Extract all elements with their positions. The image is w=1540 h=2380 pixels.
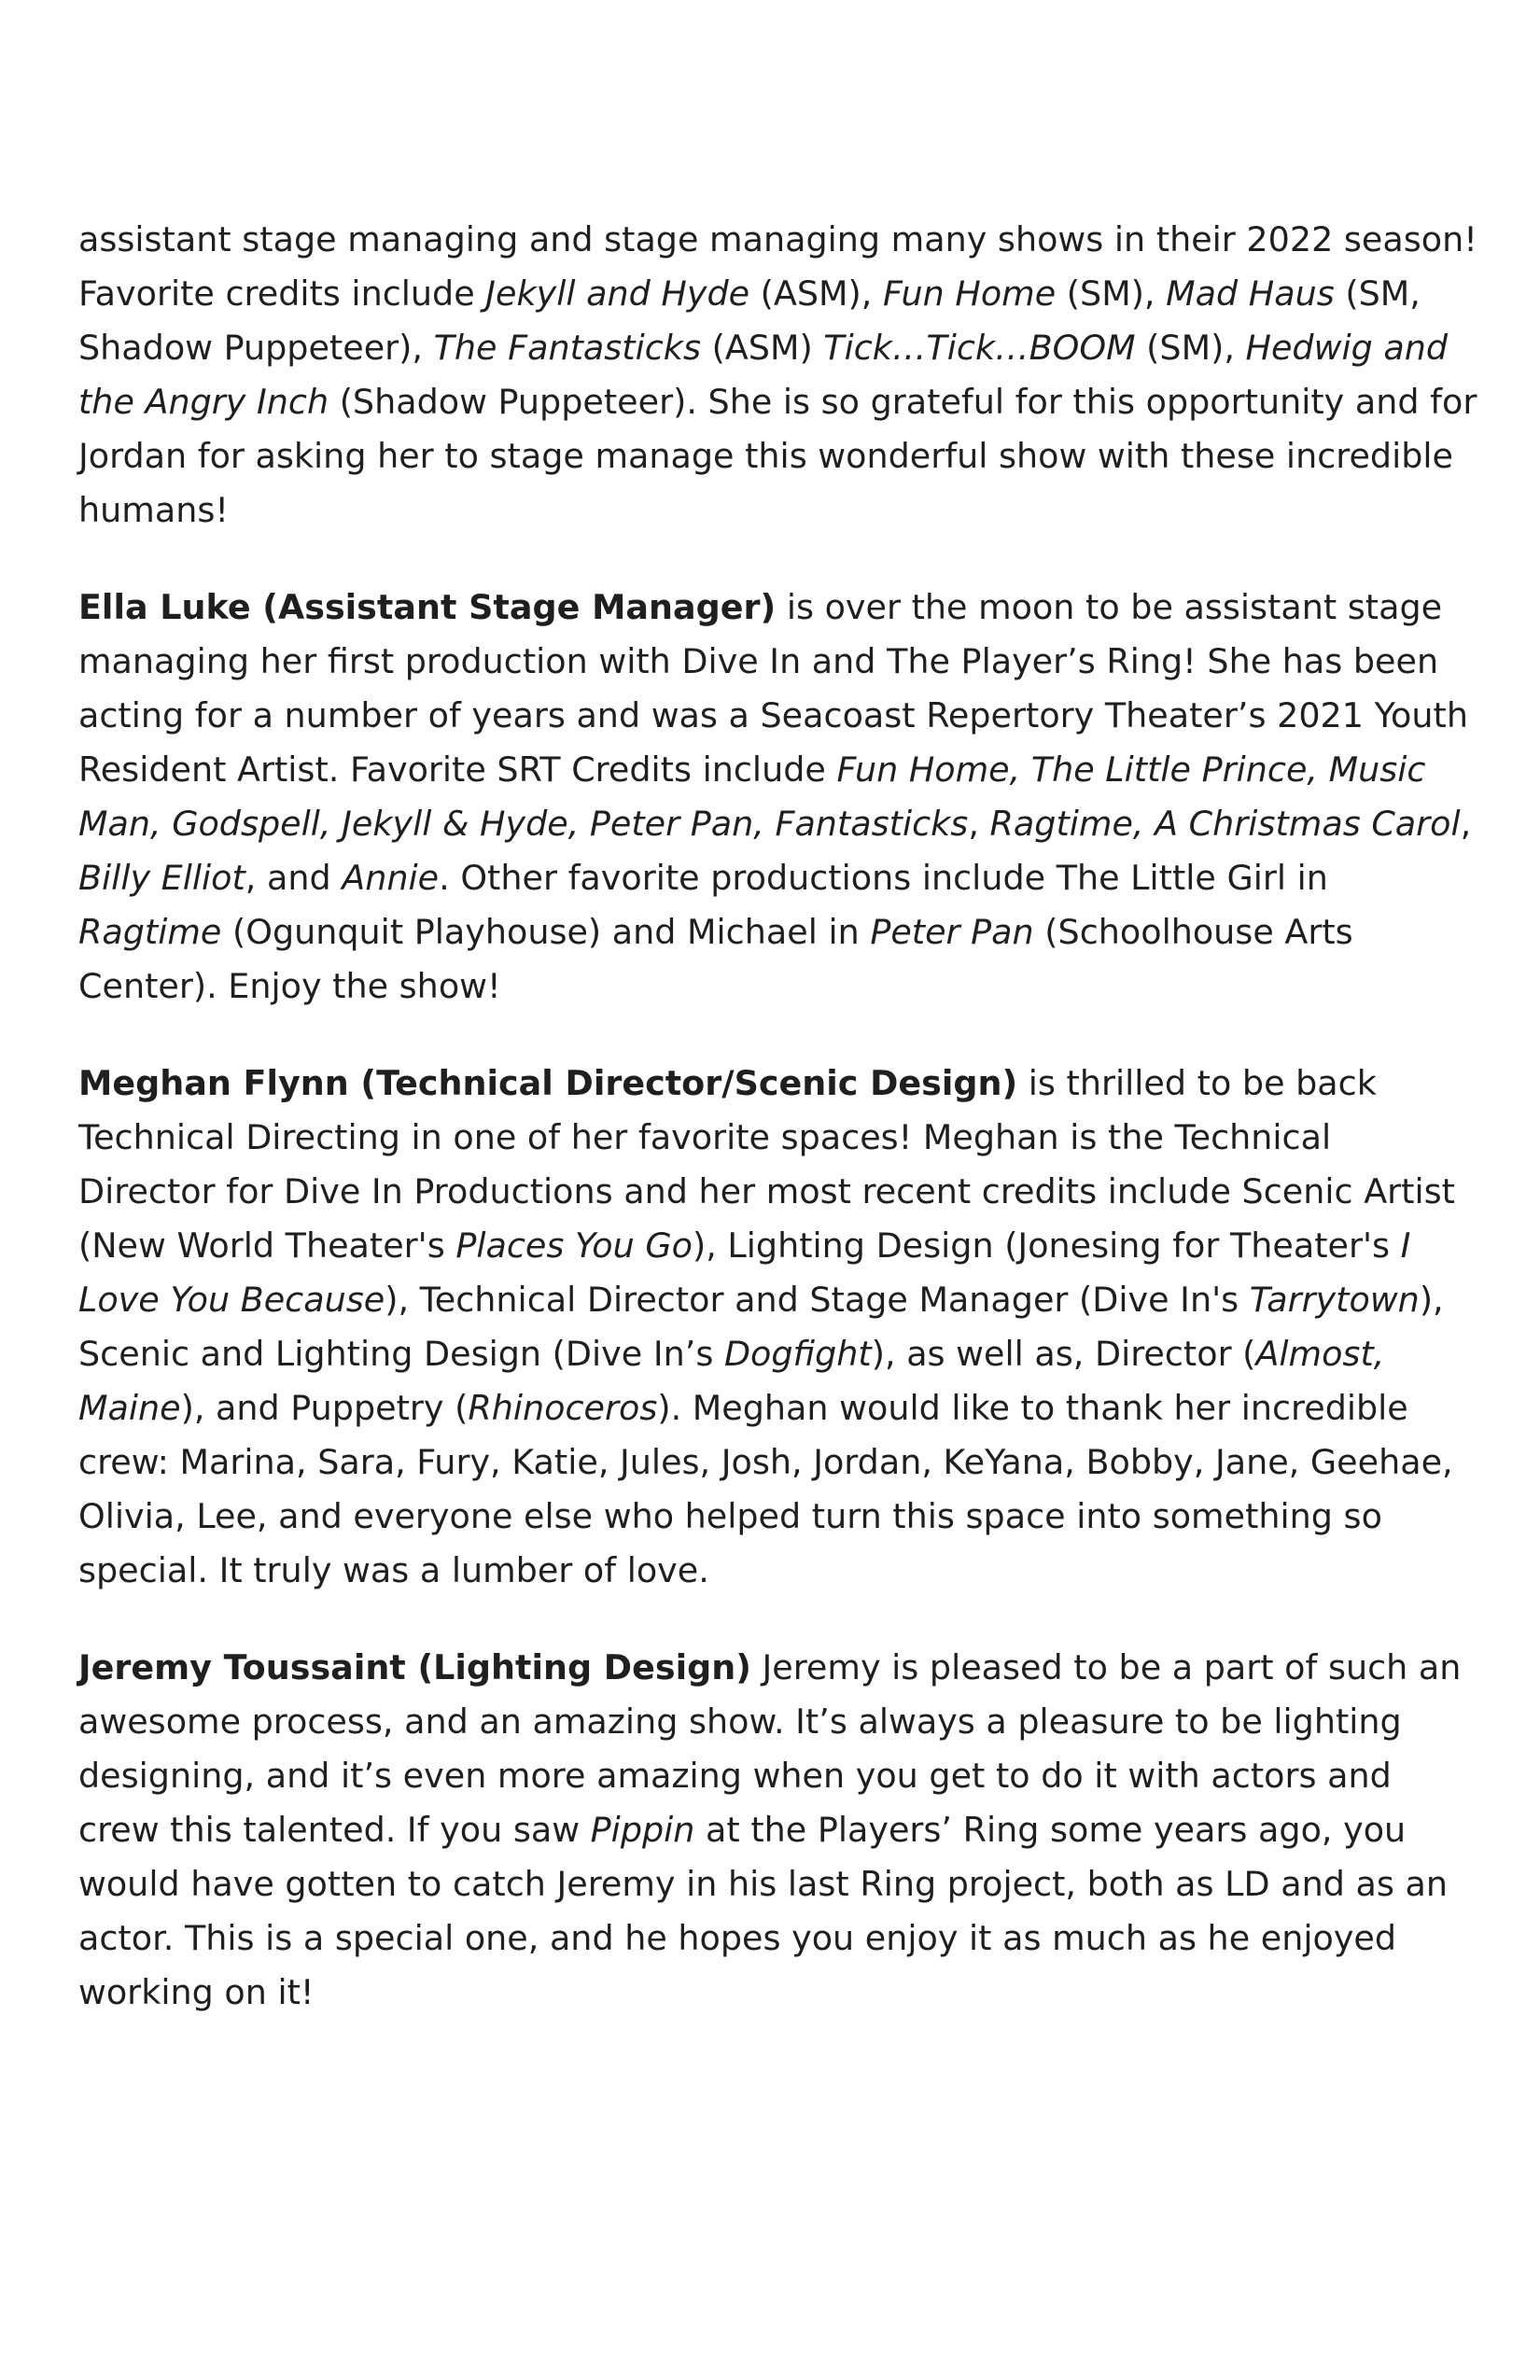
bio-text: . Other favorite productions include The Little Girl in — [439, 858, 1328, 898]
bio-text: ), as well as, Director ( — [871, 1334, 1256, 1374]
bio-text: , — [968, 804, 990, 844]
bio-text: (Shadow Puppeteer). She is so grateful for this opportunity and for Jordan for asking her to stage manage this wonderful show with these incredible humans! — [78, 382, 1477, 530]
credit-title: Ragtime — [78, 912, 222, 952]
bio-name: Meghan Flynn (Technical Director/Scenic Design) — [78, 1063, 1018, 1103]
bio-text: Jeremy is pleased to be a part of such an awesome process, and an amazing show. It’s always a pleasure to be lighting designing, and it’s even more amazing when you get to do it with actors and crew this talented. If you saw — [78, 1647, 1462, 1850]
bio-text: assistant stage managing and stage managing many shows in their 2022 season! Favorite credits include — [78, 219, 1477, 314]
credit-title: Pippin — [590, 1810, 695, 1850]
bio-paragraph-continued — [78, 213, 1478, 538]
bio-text: (Schoolhouse Arts Center). Enjoy the show! — [78, 912, 1353, 1006]
bio-text: ). Meghan would like to thank her incredible crew: Marina, Sara, Fury, Katie, Jules, Josh, Jordan, KeYana, Bobby, Jane, Geehae, Olivia, Lee, and everyone else who helped turn this space into something so special. It truly was a lumber of love. — [78, 1388, 1453, 1590]
bio-text: , and — [245, 858, 343, 898]
credit-title: The Fantasticks — [433, 328, 701, 368]
bio-text: (SM), — [1135, 328, 1246, 368]
bio-text: ), Lighting Design (Jonesing for Theater's — [692, 1225, 1401, 1266]
credit-title: Fun Home, The Little Prince, Music Man, Godspell, Jekyll & Hyde, Peter Pan, Fantasticks — [78, 749, 1426, 844]
credit-title: Jekyll and Hyde — [485, 273, 750, 314]
bio-text: ), Technical Director and Stage Manager (Dive In's — [385, 1280, 1250, 1320]
credit-title: Places You Go — [455, 1225, 693, 1266]
credit-title: Dogfight — [723, 1334, 872, 1374]
bio-text: , — [1460, 804, 1472, 844]
credit-title: Mad Haus — [1166, 273, 1335, 314]
bio-text: at the Players’ Ring some years ago, you would have gotten to catch Jeremy in his last Ring project, both as LD and as an actor. This is a special one, and he hopes you enjoy it as much as he enjoyed working on it! — [78, 1810, 1448, 2012]
credit-title: Hedwig and the Angry Inch — [78, 328, 1449, 422]
bio-text: (ASM), — [749, 273, 883, 314]
bio-paragraph-jeremy-toussaint — [78, 1641, 1478, 2020]
bio-text: is over the moon to be assistant stage managing her first production with Dive In and The Player’s Ring! She has been acting for a number of years and was a Seacoast Repertory Theater’s 2021 Youth Resident Artist. Favorite SRT Credits include — [78, 587, 1468, 790]
credit-title: Ragtime, A Christmas Carol — [989, 804, 1461, 844]
credit-title: Tarrytown — [1249, 1280, 1420, 1320]
bio-text: (SM), — [1056, 273, 1167, 314]
bio-name: Jeremy Toussaint (Lighting Design) — [78, 1647, 751, 1687]
credit-title: Peter Pan — [870, 912, 1034, 952]
bio-text: ), and Puppetry ( — [180, 1388, 469, 1428]
bio-name: Ella Luke (Assistant Stage Manager) — [78, 587, 777, 627]
credit-title: Fun Home — [883, 273, 1057, 314]
credit-title: Rhinoceros — [468, 1388, 658, 1428]
bio-text: (ASM) — [700, 328, 824, 368]
credit-title: Tick…Tick…BOOM — [823, 328, 1136, 368]
bio-paragraph-meghan-flynn — [78, 1057, 1478, 1598]
bio-text: ), Scenic and Lighting Design (Dive In’s — [78, 1280, 1444, 1374]
credit-title: Annie — [342, 858, 440, 898]
bio-page — [78, 213, 1478, 2063]
bio-paragraph-ella-luke — [78, 581, 1478, 1014]
bio-text: is thrilled to be back Technical Directing in one of her favorite spaces! Meghan is the Technical Director for Dive In Productions and her most recent credits include Scenic Artist (New World Theater's — [78, 1063, 1455, 1266]
credit-title: Almost, Maine — [78, 1334, 1385, 1428]
bio-text: (Ogunquit Playhouse) and Michael in — [221, 912, 871, 952]
credit-title: I Love You Because — [78, 1225, 1411, 1320]
credit-title: Billy Elliot — [78, 858, 245, 898]
bio-text: (SM, Shadow Puppeteer), — [78, 273, 1421, 368]
